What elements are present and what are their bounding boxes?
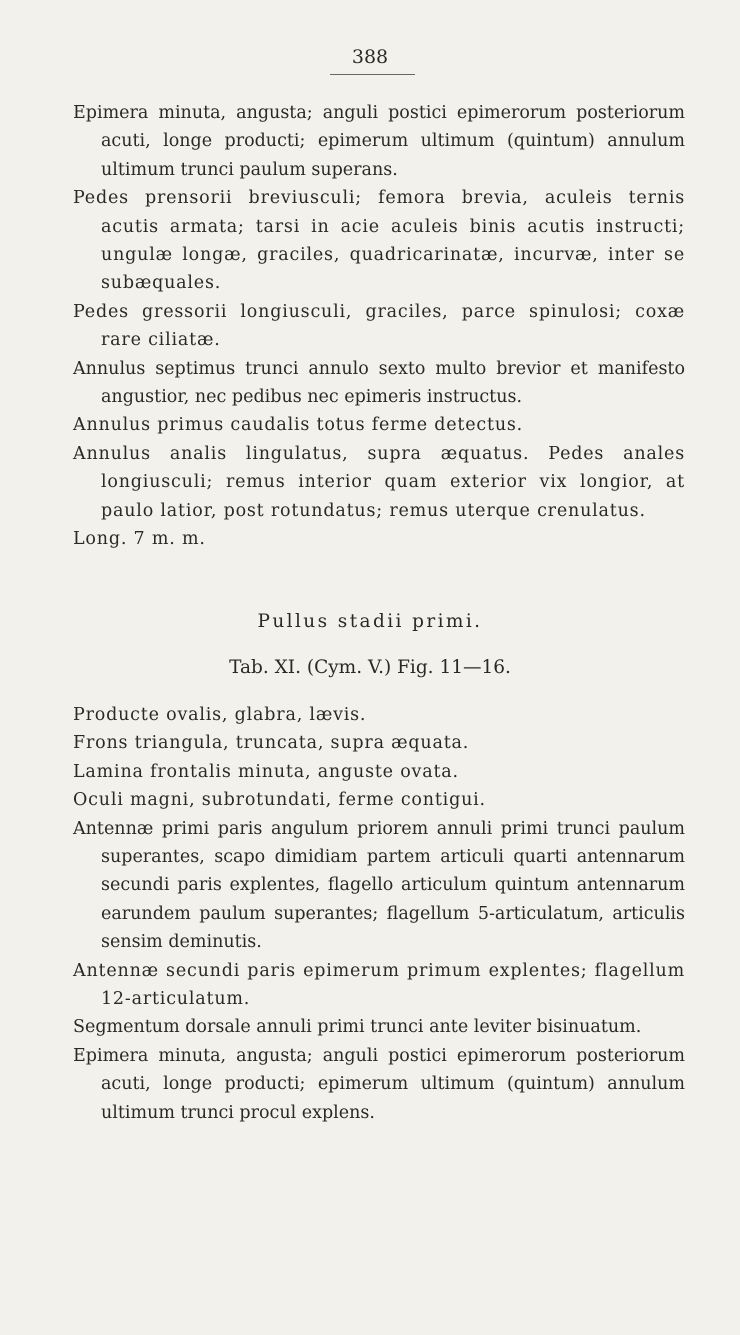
paragraph-segmentum-dorsale: Segmentum dorsale annuli primi trunci ante leviter bisinuatum. — [73, 1017, 642, 1038]
paragraph-antennae-secundi-paris: Antennæ secundi paris epimerum primum explentes; flagellum 12-articulatum. — [73, 960, 685, 1010]
paragraph-annulus-septimus: Annulus septimus trunci annulo sexto multo brevior et manifesto angustior, nec pedibus nec epimeris instructus. — [73, 358, 685, 408]
figure-reference: Tab. XI. (Cym. V.) Fig. 11—16. — [229, 657, 511, 678]
paragraph-epimera: Epimera minuta, angusta; anguli postici epimerorum posteriorum acuti, longe producti; epimerum ultimum (quintum) annulum ultimum trunci paulum superans. — [73, 103, 685, 180]
paragraph-annulus-primus-caudalis: Annulus primus caudalis totus ferme detectus. — [73, 415, 524, 436]
paragraph-antennae-primi-paris: Antennæ primi paris angulum priorem annuli primi trunci paulum superantes, scapo dimidiam partem articuli quarti antennarum secundi paris explentes, flagello articulum quintum antennarum earundem paulum superantes; flagellum 5-articulatum, articulis sensim deminutis. — [73, 818, 685, 953]
description-block-pullus — [73, 701, 685, 1127]
paragraph-oculi: Oculi magni, subrotundati, ferme contigui. — [73, 790, 486, 811]
page-number: 388 — [351, 46, 389, 68]
paragraph-longitudo: Long. 7 m. m. — [73, 529, 206, 550]
paragraph-frons: Frons triangula, truncata, supra æquata. — [73, 733, 470, 754]
paragraph-pedes-gressorii: Pedes gressorii longiusculi, graciles, parce spinulosi; coxæ rare ciliatæ. — [73, 301, 685, 351]
description-block-adult — [73, 99, 685, 554]
paragraph-epimera-pullus: Epimera minuta, angusta; anguli postici epimerorum posteriorum acuti, longe producti; epimerum ultimum (quintum) annulum ultimum trunci procul explens. — [73, 1045, 685, 1123]
paragraph-annulus-analis: Annulus analis lingulatus, supra æquatus. Pedes anales longiusculi; remus interior quam exterior vix longior, at paulo latior, post rotundatus; remus uterque crenulatus. — [73, 443, 685, 521]
page-number-underline — [330, 74, 415, 75]
paragraph-pedes-prensorii: Pedes prensorii breviusculi; femora brevia, aculeis ternis acutis armata; tarsi in acie aculeis binis acutis instructi; ungulæ longæ, graciles, quadricarinatæ, incurvæ, inter se subæquales. — [73, 188, 685, 294]
paragraph-lamina-frontalis: Lamina frontalis minuta, anguste ovata. — [73, 761, 459, 782]
section-heading: Pullus stadii primi. — [257, 611, 483, 632]
paragraph-forma: Producte ovalis, glabra, lævis. — [73, 705, 367, 725]
